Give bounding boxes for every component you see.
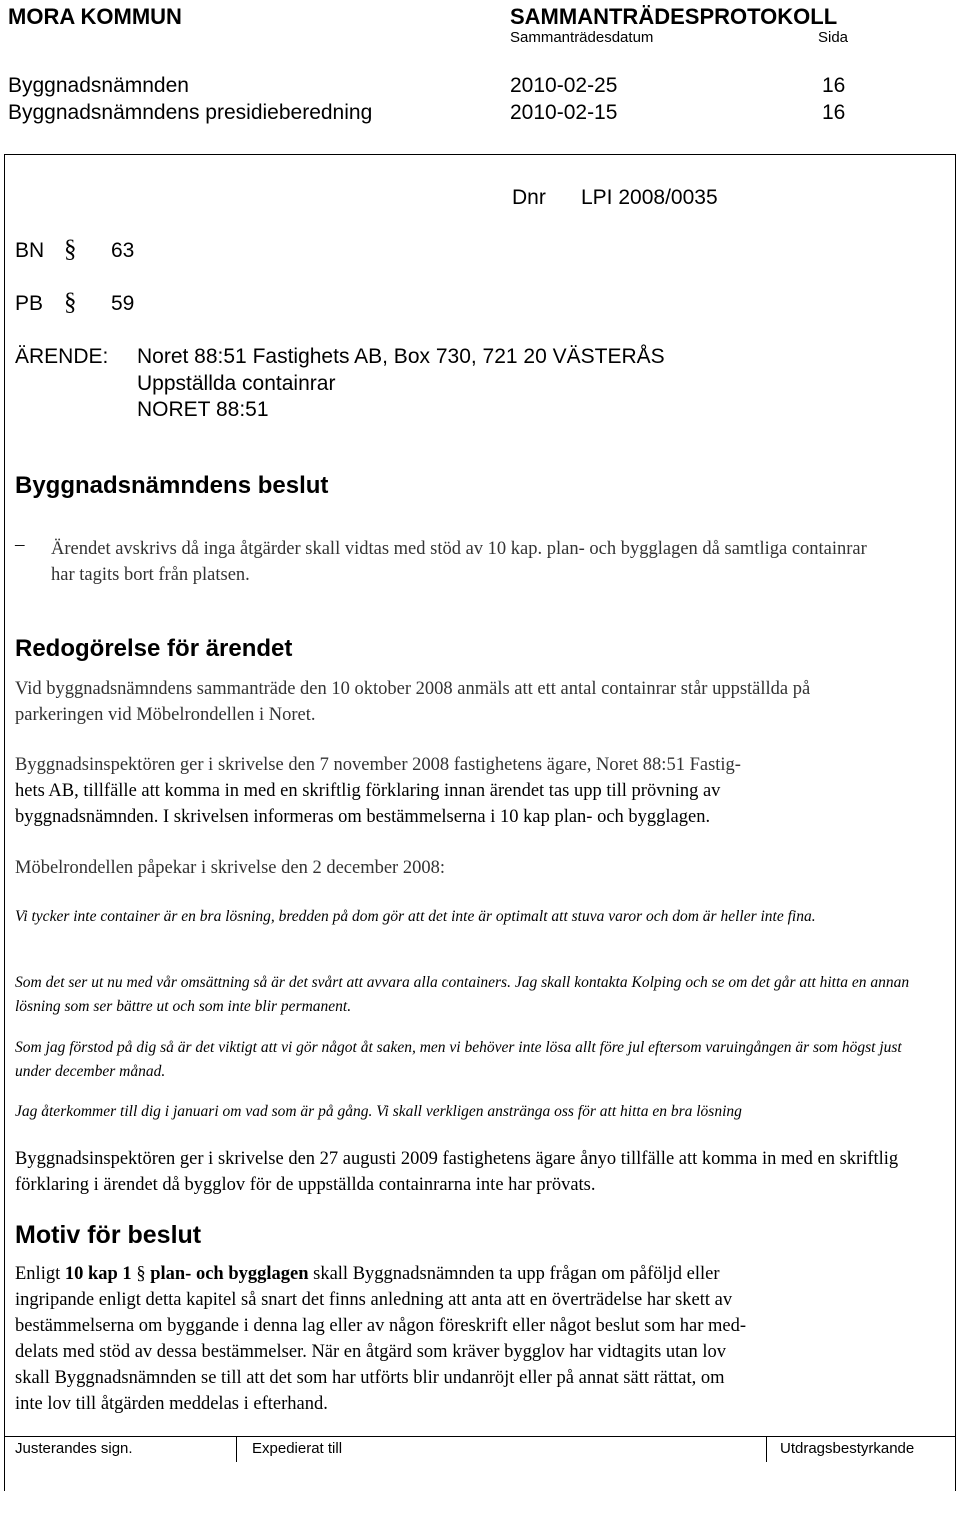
redogorelse-p1: Vid byggnadsnämndens sammanträde den 10 oktober 2008 anmäls att ett antal containrar står uppställda på parkeringen vid Möbelrondellen i Noret. <box>15 679 811 725</box>
footer-utdrag: Utdragsbestyrkande <box>780 1440 915 1457</box>
quote-2: Som det ser ut nu med vår omsättning så är det svårt att avvara alla containers. Jag skall kontakta Kolping och se om det går att hitta en annan lösning som ser bättre ut och som inte blir permanent. <box>15 974 910 1015</box>
org-name: MORA KOMMUN <box>8 4 182 29</box>
footer-justerandes: Justerandes sign. <box>15 1440 133 1457</box>
section-sign-bn: § <box>64 236 77 263</box>
section-sign-pb: § <box>64 289 77 316</box>
dnr-label: Dnr <box>512 186 546 209</box>
arende-line-2: Uppställda containrar <box>137 372 336 395</box>
section-code-bn: BN <box>15 239 45 262</box>
motiv-line-2: ingripande enligt detta kapitel så snart det finns anledning att anta att en överträdelse har skett av <box>15 1290 733 1310</box>
header-page-2: 16 <box>822 101 846 124</box>
section-num-pb: 59 <box>111 292 135 315</box>
redogorelse-heading: Redogörelse för ärendet <box>15 635 293 662</box>
section-num-bn: 63 <box>111 239 135 262</box>
section-code-pb: PB <box>15 292 44 315</box>
motiv-line-6: inte lov till åtgärden meddelas i efterhand. <box>15 1394 328 1414</box>
motiv-pre: Enligt <box>15 1264 65 1284</box>
footer-expedierat: Expedierat till <box>252 1440 343 1457</box>
header-body-1: Byggnadsnämnden <box>8 74 189 97</box>
dnr-value: LPI 2008/0035 <box>581 186 718 209</box>
motiv-bold-2: plan- och bygglagen <box>150 1264 309 1284</box>
redogorelse-p2-line1: Byggnadsinspektören ger i skrivelse den 7 november 2008 fastighetens ägare, Noret 88:51 Fastig- <box>15 755 741 775</box>
redogorelse-p3: Möbelrondellen påpekar i skrivelse den 2 december 2008: <box>15 858 445 878</box>
motiv-bold-1: 10 kap 1 <box>64 1264 132 1284</box>
header-body-2: Byggnadsnämndens presidieberedning <box>8 101 373 124</box>
redogorelse-p2-line2: hets AB, tillfälle att komma in med en skriftlig förklaring innan ärendet tas upp till prövning av <box>15 781 721 801</box>
motiv-line-1 <box>15 1264 720 1285</box>
date-label: Sammanträdesdatum <box>510 29 654 46</box>
arende-label: ÄRENDE: <box>15 345 109 368</box>
motiv-line-5: skall Byggnadsnämnden se till att det som har utförts blir undanröjt eller på annat sätt rättat, om <box>15 1368 725 1388</box>
page-label: Sida <box>818 29 849 46</box>
header-date-1: 2010-02-25 <box>510 74 618 97</box>
motiv-line-3: bestämmelserna om byggande i denna lag eller av någon föreskrift eller något beslut som har med- <box>15 1316 747 1336</box>
motiv-sign: § <box>131 1264 151 1284</box>
header-date-2: 2010-02-15 <box>510 101 618 124</box>
motiv-line1-rest: skall Byggnadsnämnden ta upp frågan om påföljd eller <box>308 1264 720 1284</box>
document-type: SAMMANTRÄDESPROTOKOLL <box>510 4 838 29</box>
beslut-text: Ärendet avskrivs då inga åtgärder skall vidtas med stöd av 10 kap. plan- och bygglagen då samtliga containrar har tagits bort från platsen. <box>51 539 867 585</box>
footer-top-line <box>4 1436 956 1437</box>
redogorelse-p4: Byggnadsinspektören ger i skrivelse den 27 augusti 2009 fastighetens ägare ånyo tillfälle att komma in med en skriftlig förklaring i ärendet då bygglov för de uppställda containrarna inte har prövats. <box>15 1149 899 1195</box>
redogorelse-p2-line3: byggnadsnämnden. I skrivelsen informeras om bestämmelserna i 10 kap plan- och bygglagen. <box>15 807 711 827</box>
footer-divider-2 <box>766 1436 767 1462</box>
beslut-heading: Byggnadsnämndens beslut <box>15 472 329 499</box>
arende-line-3: NORET 88:51 <box>137 398 269 421</box>
motiv-line-4: delats med stöd av dessa bestämmelser. När en åtgärd som kräver bygglov har vidtagits utan lov <box>15 1342 727 1362</box>
arende-line-1: Noret 88:51 Fastighets AB, Box 730, 721 20 VÄSTERÅS <box>137 345 665 368</box>
quote-4: Jag återkommer till dig i januari om vad som är på gång. Vi skall verkligen anstränga oss för att hitta en bra lösning <box>15 1103 742 1120</box>
quote-1: Vi tycker inte container är en bra lösning, bredden på dom gör att det inte är optimalt att stuva varor och dom är heller inte fina. <box>15 908 816 925</box>
footer-divider-1 <box>236 1436 237 1462</box>
quote-3: Som jag förstod på dig så är det viktigt att vi gör något åt saken, men vi behöver inte lösa allt före jul eftersom varuingången är som högst just under december månad. <box>15 1039 902 1080</box>
motiv-heading: Motiv för beslut <box>15 1221 202 1249</box>
beslut-dash: – <box>15 534 25 555</box>
header-page-1: 16 <box>822 74 846 97</box>
